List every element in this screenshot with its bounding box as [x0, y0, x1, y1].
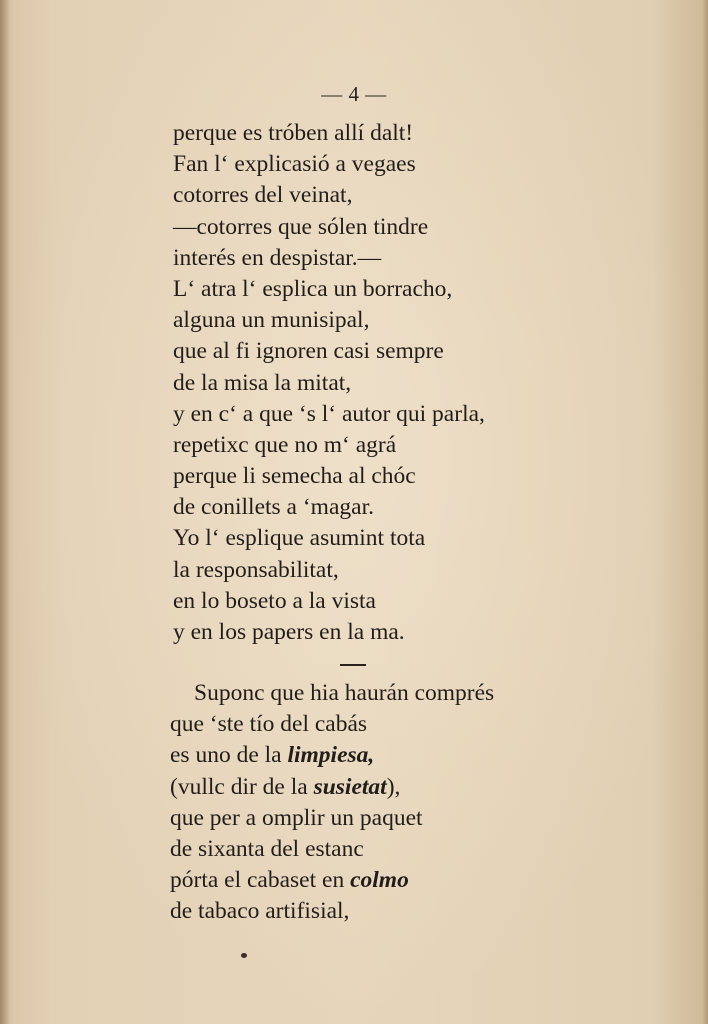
- verse-line: y en los papers en la ma.: [173, 619, 405, 645]
- verse-text: (vullc dir de la: [170, 773, 314, 800]
- verse-line: Suponc que hia haurán comprés: [194, 680, 495, 706]
- stanza-2: [170, 678, 494, 928]
- verse-line: L‘ atra l‘ esplica un borracho,: [173, 275, 453, 302]
- verse-line: repetixc que no m‘ agrá: [173, 431, 397, 458]
- verse-text: es uno de la: [170, 742, 288, 769]
- section-divider: [340, 664, 366, 666]
- verse-line: que per a omplir un paquet: [170, 804, 423, 831]
- verse-line: de conillets a ‘magar.: [173, 494, 374, 521]
- italic-word: susietat: [313, 773, 387, 800]
- verse-line: Fan l‘ explicasió a vegaes: [173, 151, 416, 178]
- verse-line: de tabaco artifisial,: [170, 898, 350, 925]
- verse-line: interés en despistar.—: [173, 244, 382, 271]
- verse-line: [170, 865, 494, 896]
- verse-line: la responsabilitat,: [173, 556, 339, 583]
- page-edge-shadow: [702, 0, 708, 1024]
- verse-line: —cotorres que sólen tindre: [173, 213, 429, 240]
- italic-word: limpiesa,: [287, 742, 375, 769]
- verse-line: perque li semecha al chóc: [173, 463, 416, 490]
- verse-line: de la misa la mitat,: [173, 369, 352, 396]
- verse-line: en lo boseto a la vista: [173, 587, 376, 614]
- verse-text: ),: [386, 773, 401, 800]
- verse-line: de sixanta del estanc: [170, 835, 364, 862]
- verse-line: y en c‘ a que ‘s l‘ autor qui parla,: [173, 400, 485, 427]
- verse-line: alguna un munisipal,: [173, 307, 370, 334]
- verse-text: pórta el cabaset en: [170, 867, 351, 894]
- verse-line: Yo l‘ esplique asumint tota: [173, 525, 426, 552]
- page-number: — 4 —: [321, 82, 387, 106]
- verse-line: que al fi ignoren casi sempre: [173, 338, 444, 365]
- page-gutter-shadow: [0, 0, 10, 1024]
- verse-line: [170, 740, 494, 771]
- verse-line: perque es tróben allí dalt!: [173, 120, 414, 146]
- stanza-1: [173, 118, 485, 648]
- verse-line: [170, 772, 494, 803]
- verse-line: cotorres del veinat,: [173, 182, 353, 209]
- verse-line: que ‘ste tío del cabás: [170, 711, 368, 738]
- ink-speck: [241, 953, 247, 958]
- italic-word: colmo: [350, 867, 409, 894]
